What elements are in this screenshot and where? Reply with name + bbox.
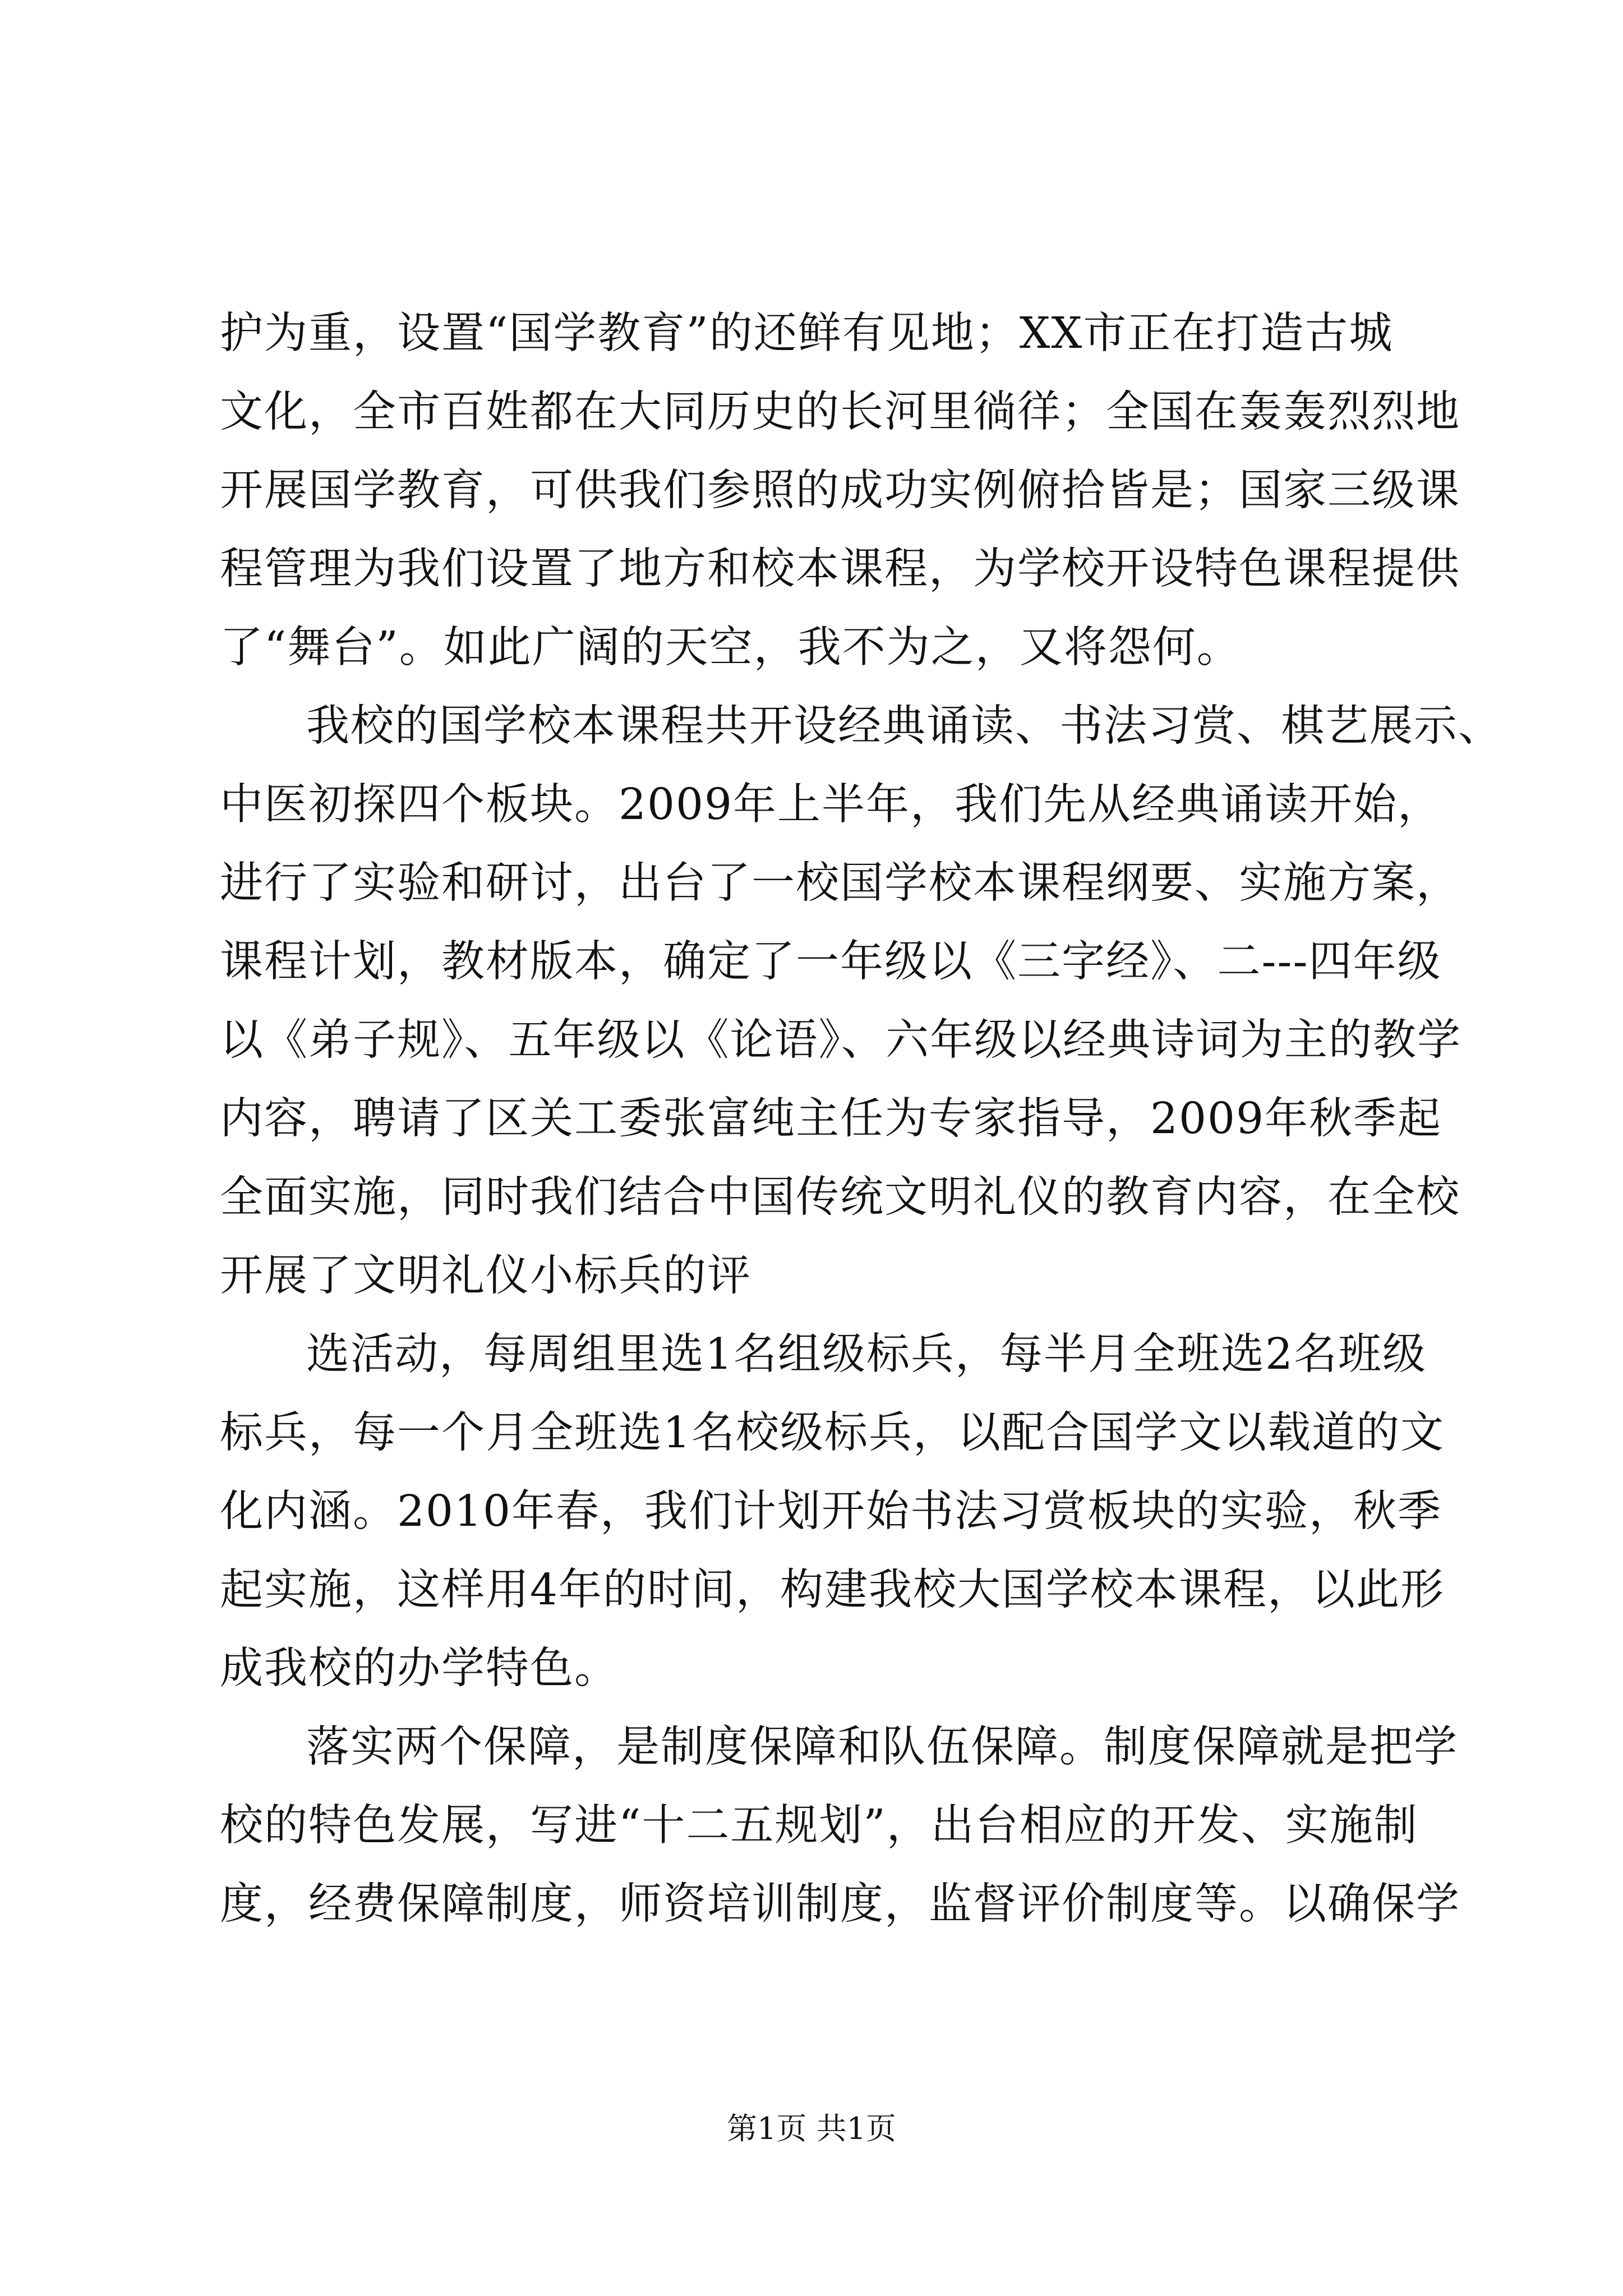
text-line: 文化，全市百姓都在大同历史的长河里徜徉；全国在轰轰烈烈地 bbox=[220, 387, 1460, 437]
text-line: 以《弟子规》、五年级以《论语》、六年级以经典诗词为主的教学 bbox=[220, 1015, 1461, 1065]
paragraph-4 bbox=[220, 1708, 1460, 1944]
text-line: 校的特色发展，写进“十二五规划”，出台相应的开发、实施制 bbox=[220, 1801, 1418, 1851]
text-line: 标兵，每一个月全班选1名校级标兵，以配合国学文以载道的文 bbox=[220, 1408, 1445, 1458]
text-line: 开展了文明礼仪小标兵的评 bbox=[220, 1251, 751, 1301]
page-number: 第1页 共1页 bbox=[727, 2111, 896, 2146]
text-line: 课程计划，教材版本，确定了一年级以《三字经》、二---四年级 bbox=[220, 937, 1442, 987]
text-line: 内容，聘请了区关工委张富纯主任为专家指导，2009年秋季起 bbox=[220, 1094, 1442, 1144]
text-line: 选活动，每周组里选1名组级标兵，每半月全班选2名班级 bbox=[306, 1329, 1427, 1379]
text-line: 我校的国学校本课程共开设经典诵读、书法习赏、棋艺展示、 bbox=[306, 701, 1502, 751]
page-footer bbox=[0, 2109, 1623, 2148]
text-line: 中医初探四个板块。2009年上半年，我们先从经典诵读开始， bbox=[220, 780, 1442, 830]
text-line: 落实两个保障，是制度保障和队伍保障。制度保障就是把学 bbox=[306, 1722, 1458, 1772]
text-line: 开展国学教育，可供我们参照的成功实例俯拾皆是；国家三级课 bbox=[220, 466, 1460, 516]
text-line: 起实施，这样用4年的时间，构建我校大国学校本课程，以此形 bbox=[220, 1565, 1445, 1615]
text-line: 了“舞台”。如此广阔的天空，我不为之，又将怨何。 bbox=[220, 623, 1241, 673]
text-line: 进行了实验和研讨，出台了一校国学校本课程纲要、实施方案， bbox=[220, 858, 1460, 908]
text-line: 化内涵。2010年春，我们计划开始书法习赏板块的实验，秋季 bbox=[220, 1487, 1442, 1536]
paragraph-1 bbox=[220, 295, 1460, 687]
text-line: 全面实施，同时我们结合中国传统文明礼仪的教育内容，在全校 bbox=[220, 1172, 1460, 1222]
paragraph-3 bbox=[220, 1315, 1445, 1708]
text-line: 度，经费保障制度，师资培训制度，监督评价制度等。以确保学 bbox=[220, 1879, 1460, 1929]
document-body bbox=[220, 295, 1502, 1944]
text-line: 成我校的办学特色。 bbox=[220, 1644, 619, 1694]
paragraph-2 bbox=[220, 687, 1502, 1315]
text-line: 护为重，设置“国学教育”的还鲜有见地；XX市正在打造古城 bbox=[220, 309, 1394, 358]
text-line: 程管理为我们设置了地方和校本课程，为学校开设特色课程提供 bbox=[220, 544, 1460, 594]
